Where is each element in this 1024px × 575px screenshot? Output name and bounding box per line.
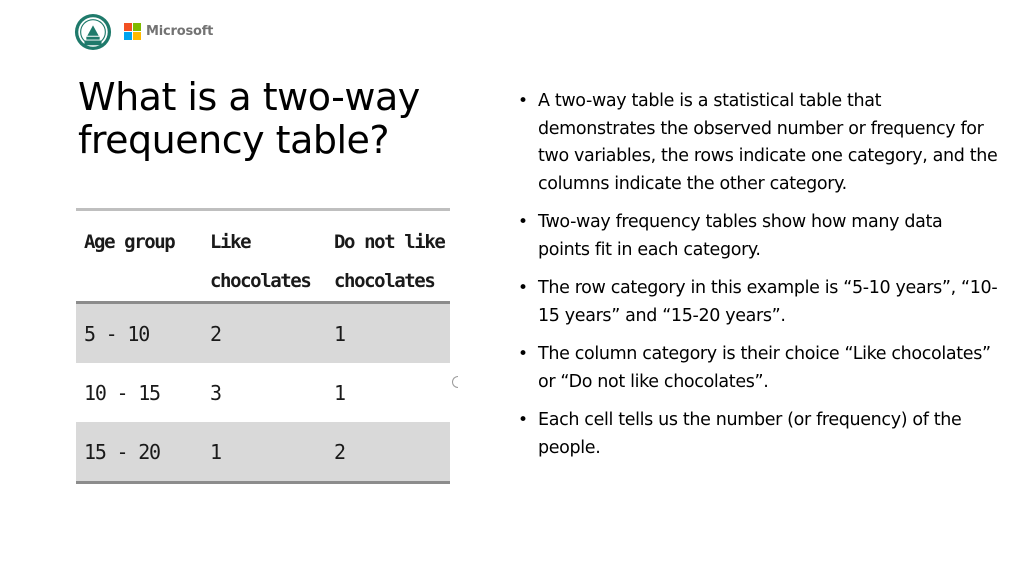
cell-age-group: 5 - 10 (76, 303, 202, 364)
image-edge-artifact (452, 376, 458, 388)
bullet-item (518, 407, 998, 462)
bullet-dot-icon: • (518, 344, 528, 364)
frequency-table (76, 208, 450, 484)
table-row (76, 422, 450, 483)
slide-title: What is a two-way frequency table? (78, 75, 420, 162)
bullet-dot-icon: • (518, 278, 528, 298)
bullet-dot-icon: • (518, 212, 528, 232)
bullet-text: The column category is their choice “Like chocolates” or “Do not like chocolates”. (538, 344, 991, 392)
bullet-text: Two-way frequency tables show how many data points fit in each category. (538, 212, 943, 260)
cell-age-group: 10 - 15 (84, 380, 160, 405)
bullet-item (518, 341, 998, 396)
cell-age-group: 15 - 20 (76, 422, 202, 483)
cell-like: 3 (210, 380, 221, 405)
cell-like: 2 (202, 303, 326, 364)
frequency-table-image (76, 208, 450, 480)
table-header-row (76, 210, 450, 303)
bullet-dot-icon: • (518, 410, 528, 430)
bullet-text: The row category in this example is “5-10 years”, “10-15 years” and “15-20 years”. (538, 278, 998, 326)
bullet-item (518, 88, 998, 198)
bullet-text: Each cell tells us the number (or frequency) of the people. (538, 410, 962, 458)
cell-like: 1 (202, 422, 326, 483)
bullet-item (518, 209, 998, 264)
bullet-dot-icon: • (518, 91, 528, 111)
header-age-group: Age group (76, 210, 202, 303)
cell-do-not-like: 2 (326, 422, 450, 483)
logo-row (74, 12, 213, 52)
microsoft-wordmark: Microsoft (146, 23, 214, 39)
microsoft-logo (124, 23, 213, 40)
cell-do-not-like: 1 (334, 380, 345, 405)
cell-do-not-like: 1 (326, 303, 450, 364)
table-row (76, 363, 450, 422)
bullet-item (518, 275, 998, 330)
header-like-chocolates: Like chocolates (202, 210, 326, 303)
bullet-list (518, 88, 998, 473)
table-row (76, 303, 450, 364)
header-do-not-like-chocolates: Do not like chocolates (326, 210, 450, 303)
bullet-text: A two-way table is a statistical table that demonstrates the observed number or frequency for two variables, the rows indicate one category, and the columns indicate the other category. (538, 91, 998, 194)
school-seal-logo (74, 13, 112, 51)
microsoft-grid-icon (124, 23, 141, 40)
